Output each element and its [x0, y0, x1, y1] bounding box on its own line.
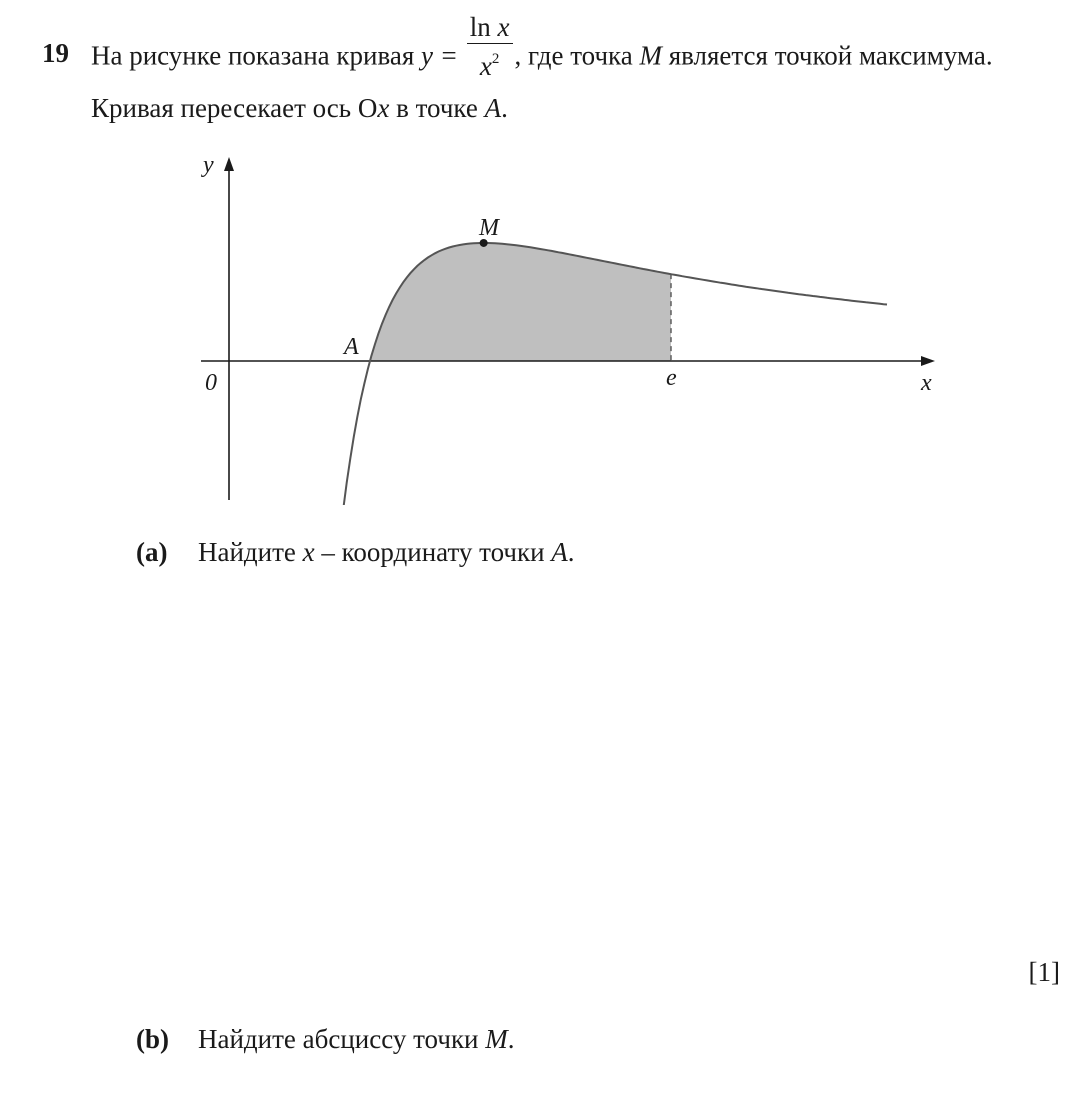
stem2-end: . — [501, 93, 508, 123]
part-a-point: A — [551, 537, 568, 567]
curve-figure — [195, 145, 945, 505]
part-a-var: x — [302, 537, 315, 567]
point-m-label: M — [479, 215, 499, 241]
part-a — [136, 536, 575, 568]
part-b — [136, 1023, 515, 1055]
stem2-mid: в точке — [396, 93, 478, 123]
question-number: 19 — [42, 38, 69, 68]
stem-prefix: На рисунке показана кривая — [91, 40, 415, 71]
formula-den-exp: 2 — [491, 51, 500, 67]
origin-label: 0 — [205, 370, 217, 396]
stem-point-m: M — [639, 40, 662, 71]
shaded-region — [370, 243, 671, 361]
marks-part-a: [1] — [1028, 957, 1060, 987]
formula-fraction — [467, 12, 513, 83]
question-stem-line-1 — [91, 12, 1061, 81]
stem2-point: A — [484, 93, 502, 123]
formula-ln: ln — [469, 12, 491, 42]
part-a-label: (a) — [136, 537, 168, 567]
formula-numerator — [467, 12, 513, 44]
y-axis-arrow — [224, 157, 234, 171]
question-stem-line-2 — [91, 92, 508, 124]
part-b-text-prefix: Найдите абсциссу точки — [198, 1024, 479, 1054]
part-a-text-end: . — [567, 537, 575, 567]
formula-lhs: y = — [421, 40, 458, 71]
formula-den-var: x — [479, 51, 492, 81]
stem-suffix: является точкой максимума. — [668, 40, 993, 71]
y-axis-label: y — [203, 152, 214, 178]
e-tick-label: e — [666, 365, 677, 391]
x-axis-arrow — [921, 356, 935, 366]
part-b-label: (b) — [136, 1024, 169, 1054]
stem2-axis: x — [377, 93, 390, 123]
stem2-prefix: Кривая пересекает ось O — [91, 93, 378, 123]
formula-denominator — [467, 44, 513, 83]
x-axis-label: x — [921, 370, 932, 396]
part-a-text-prefix: Найдите — [198, 537, 296, 567]
stem-mid: , где точка — [514, 40, 633, 71]
formula-num-var: x — [497, 12, 510, 42]
point-a-label: A — [344, 334, 359, 360]
part-b-point: M — [485, 1024, 508, 1054]
part-b-text-end: . — [507, 1024, 515, 1054]
part-a-text-mid: – координату точки — [321, 537, 545, 567]
